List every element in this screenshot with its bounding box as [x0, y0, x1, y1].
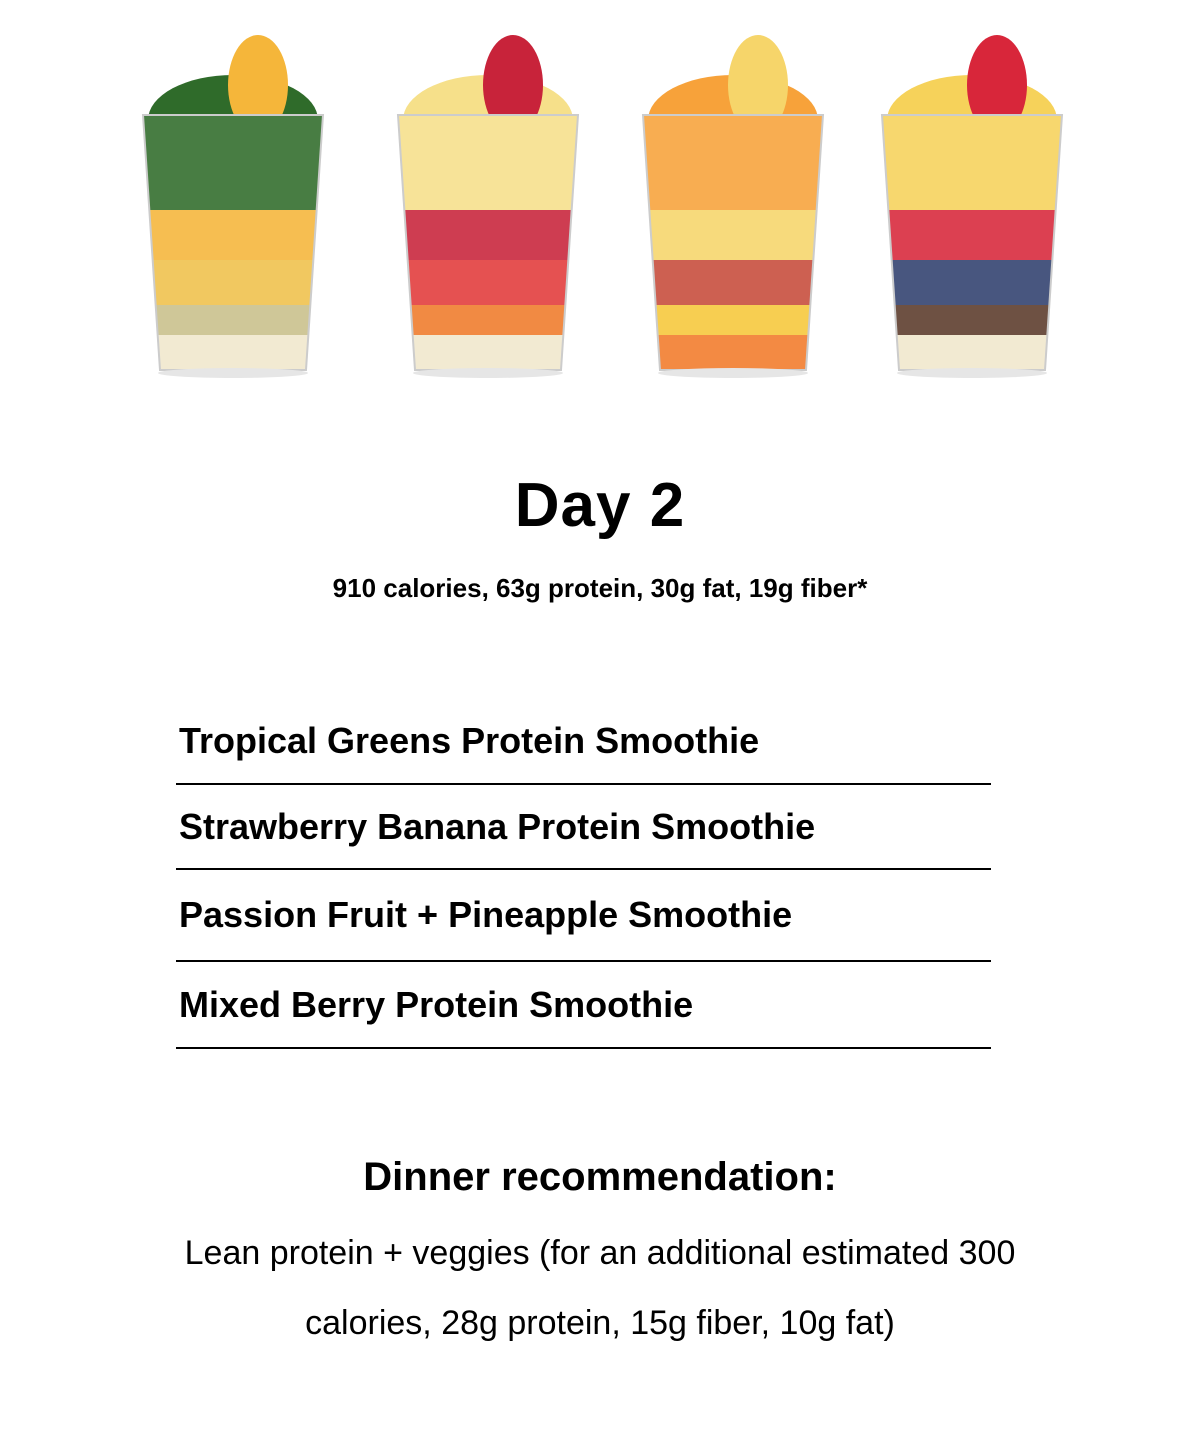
smoothie-list-item: Tropical Greens Protein Smoothie: [176, 698, 991, 785]
smoothie-images: [0, 25, 1200, 385]
cup-shadow: [413, 368, 563, 378]
cup-outline: [882, 115, 1062, 370]
cup-shadow: [158, 368, 308, 378]
cup-outline: [143, 115, 323, 370]
smoothie-cup-image-3: [638, 25, 828, 380]
page-title: Day 2: [514, 471, 686, 540]
cup-outline: [643, 115, 823, 370]
smoothie-list: [176, 698, 991, 1049]
smoothie-cup-image-1: [138, 25, 328, 380]
smoothie-list-item: Mixed Berry Protein Smoothie: [176, 962, 991, 1049]
cup-shadow: [897, 368, 1047, 378]
dinner-heading: Dinner recommendation:: [363, 1155, 837, 1199]
nutrition-summary: 910 calories, 63g protein, 30g fat, 19g fiber*: [332, 573, 868, 603]
cup-outline: [398, 115, 578, 370]
smoothie-list-item: Strawberry Banana Protein Smoothie: [176, 785, 991, 870]
smoothie-cup-image-2: [393, 25, 583, 380]
dinner-text: Lean protein + veggies (for an additional estimated 300 calories, 28g protein, 15g fiber, 10g fat): [184, 1234, 1016, 1342]
smoothie-list-item: Passion Fruit + Pineapple Smoothie: [176, 870, 991, 962]
smoothie-cup-image-4: [877, 25, 1067, 380]
cup-shadow: [658, 368, 808, 378]
